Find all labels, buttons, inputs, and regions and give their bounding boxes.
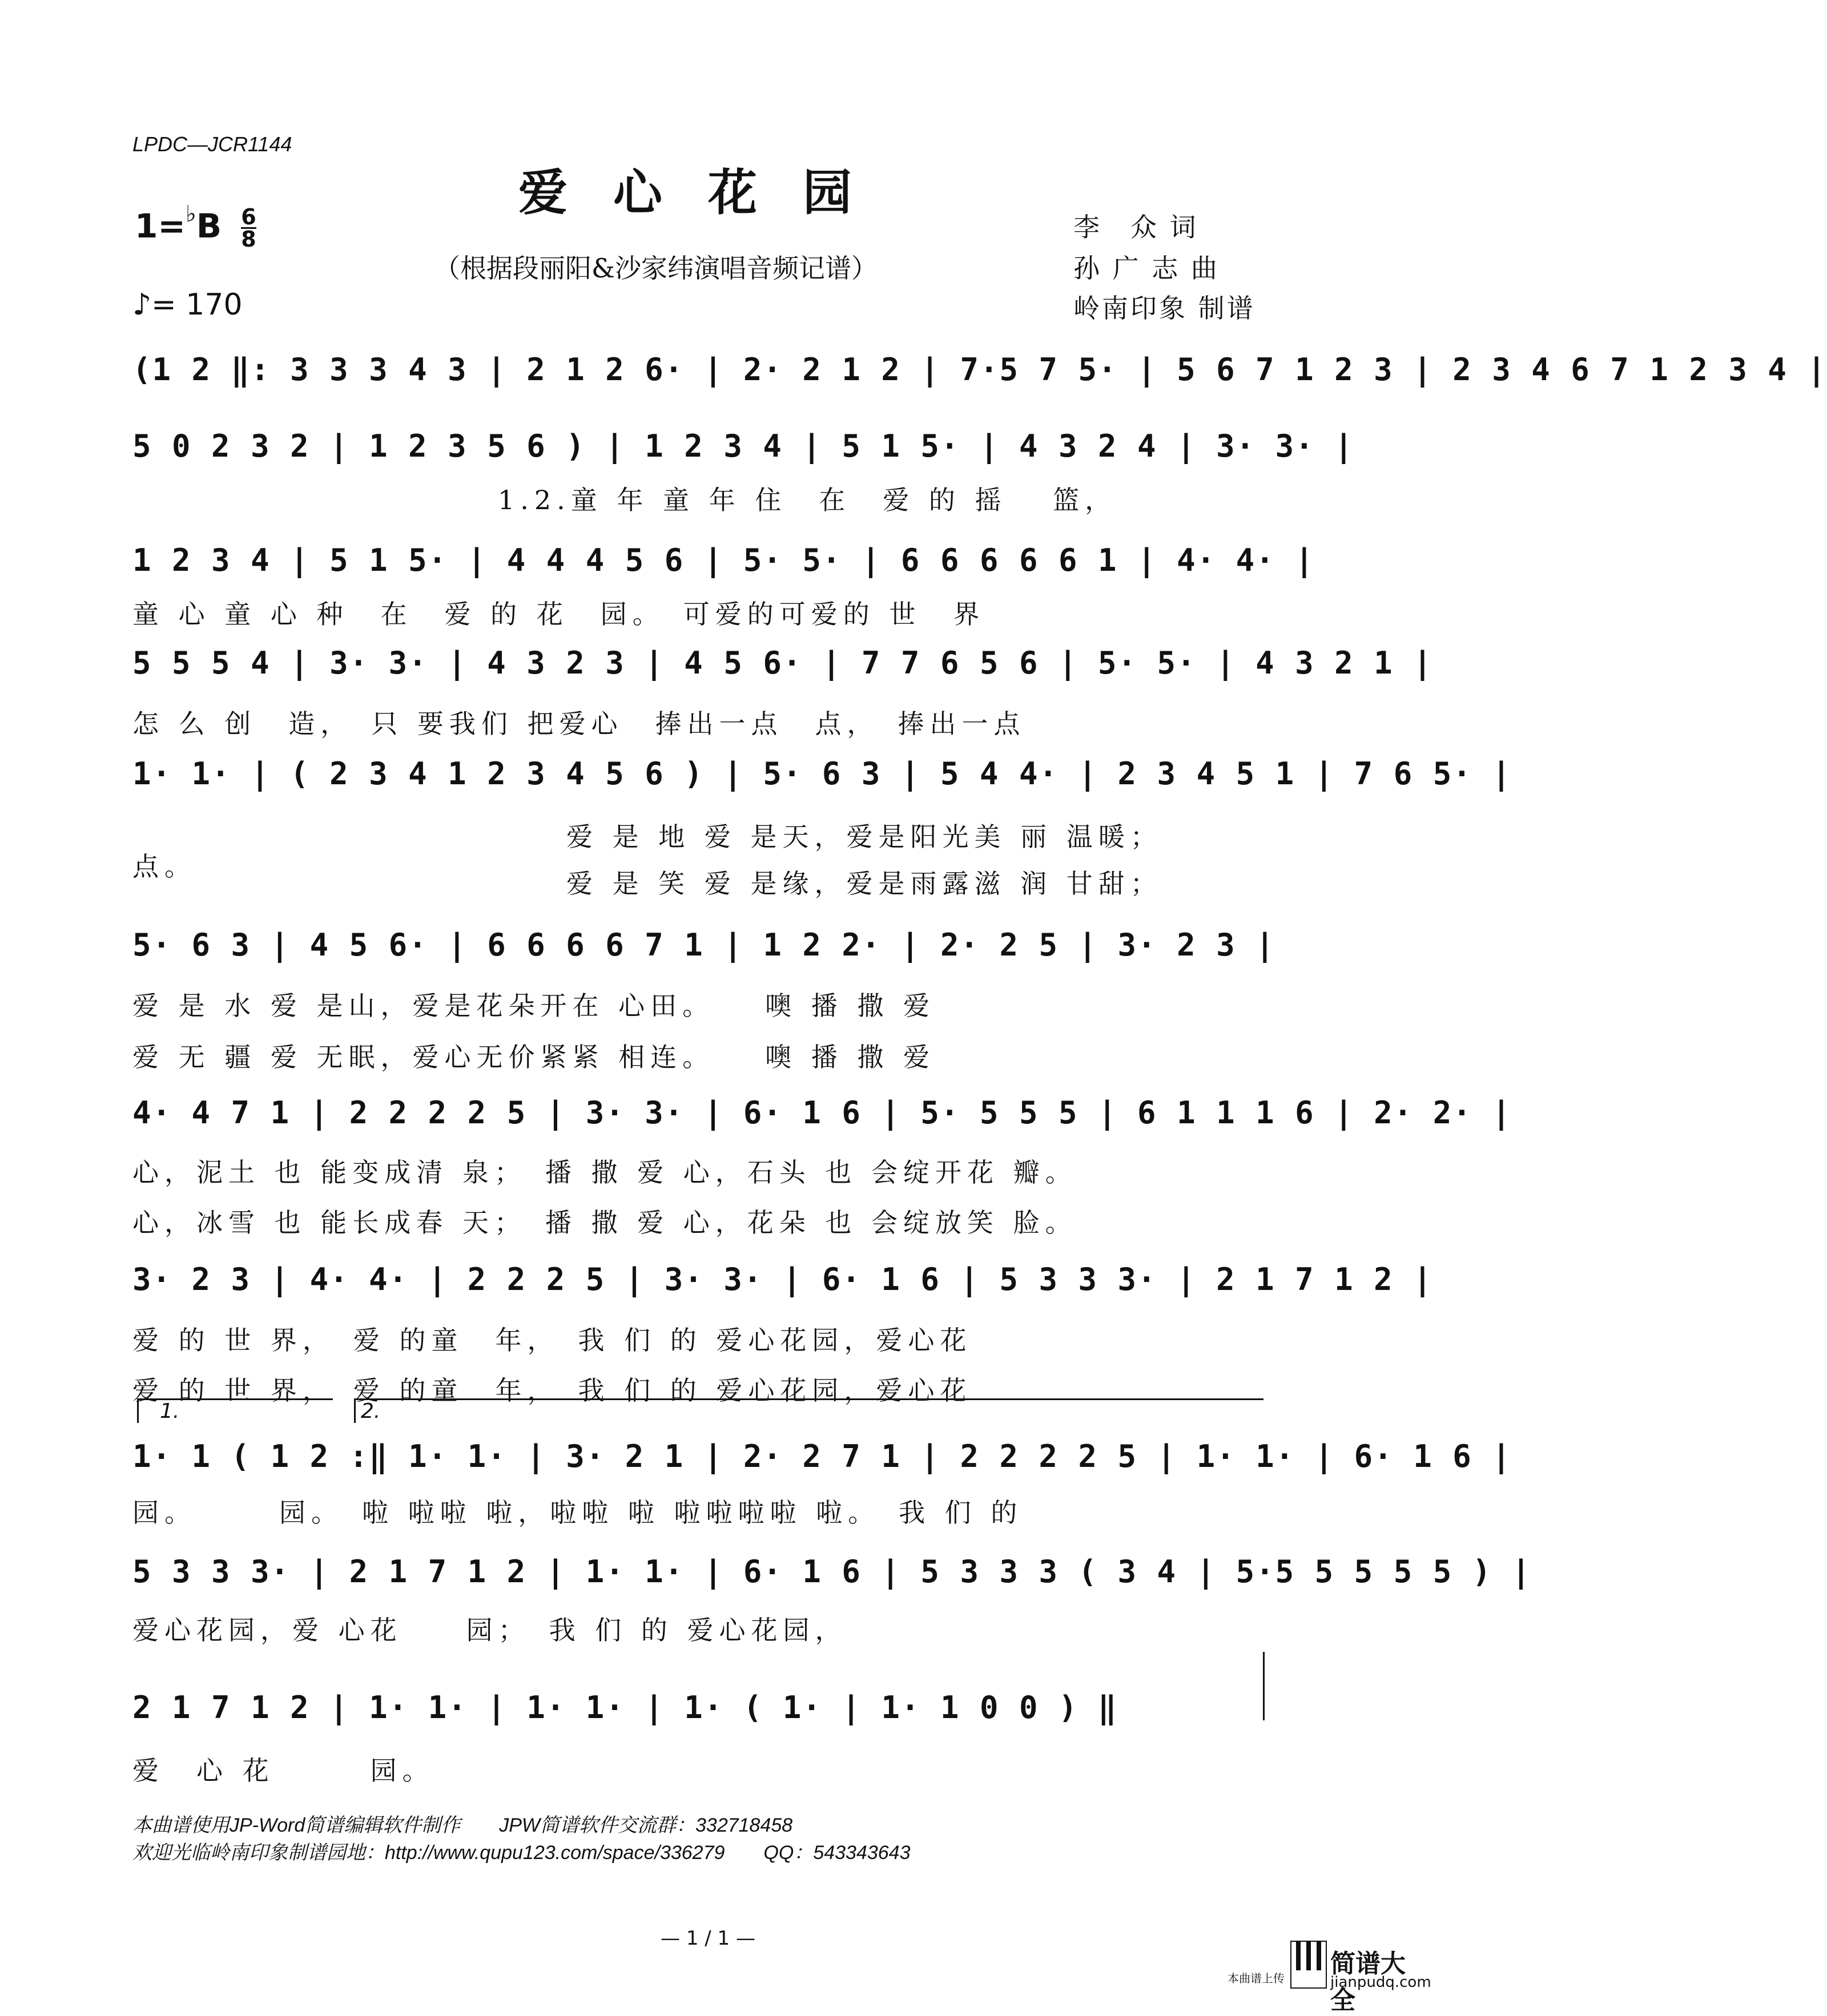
lyric-line: 童 心 童 心 种 在 爱 的 花 园。 可爱的可爱的 世 界 — [132, 599, 985, 630]
footer-website-note[interactable]: 欢迎光临岭南印象制谱园地：http://www.qupu123.com/space/336279 QQ：543343643 — [132, 1842, 911, 1864]
notation-row: 1· 1 ( 1 2 :‖ 1· 1· | 3· 2 1 | 2· 2 7 1 | 2 2 2 2 5 | 1· 1· | 6· 1 6 | — [132, 1438, 1512, 1474]
arranger-credit: 岭南印象 制谱 — [1073, 293, 1255, 324]
watermark-site-url[interactable]: jianpudq.com — [1330, 1974, 1431, 1991]
lyric-line: 园。 园。 啦 啦啦 啦，啦啦 啦 啦啦啦啦 啦。 我 们 的 — [132, 1497, 1023, 1528]
notation-row: 3· 2 3 | 4· 4· | 2 2 2 5 | 3· 3· | 6· 1 6 | 5 3 3 3· | 2 1 7 1 2 | — [132, 1261, 1433, 1297]
volta-bracket-2 — [354, 1398, 1263, 1423]
lyricist-credit: 李 众 词 — [1073, 212, 1198, 243]
piano-keys-icon — [1290, 1941, 1327, 1989]
page-number: — 1 / 1 — — [661, 1927, 755, 1950]
lyric-line-verse2: 爱 是 笑 爱 是缘，爱是雨露滋 润 甘甜； — [566, 868, 1162, 899]
score-code: LPDC—JCR1144 — [132, 132, 292, 156]
lyric-line: 怎 么 创 造， 只 要我们 把爱心 捧出一点 点， 捧出一点 — [132, 708, 1026, 739]
notation-row: 1· 1· | ( 2 3 4 1 2 3 4 5 6 ) | 5· 6 3 | 5 4 4· | 2 3 4 5 1 | 7 6 5· | — [132, 756, 1512, 792]
key-note: B — [196, 207, 222, 245]
lyric-line-verse2: 心，冰雪 也 能长成春 天； 播 撒 爱 心，花朵 也 会绽放笑 脸。 — [132, 1207, 1077, 1238]
lyric-line-verse1: 爱 是 地 爱 是天，爱是阳光美 丽 温暖； — [566, 821, 1162, 852]
lyric-line-verse1: 爱 的 世 界， 爱 的童 年， 我 们 的 爱心花园，爱心花 — [132, 1325, 972, 1356]
lyric-line: 爱心花园，爱 心花 园； 我 们 的 爱心花园， — [132, 1615, 847, 1646]
lyric-line: 爱 心 花 园。 — [132, 1755, 434, 1786]
tempo-mark: ♪= 170 — [132, 288, 243, 322]
volta-number-2: 2. — [361, 1400, 381, 1423]
site-watermark[interactable] — [1228, 1941, 1431, 2015]
notation-row: (1 2 ‖: 3 3 3 4 3 | 2 1 2 6· | 2· 2 1 2 | 7·5 7 5· | 5 6 7 1 2 3 | 2 3 4 6 7 1 2 3 4 | — [132, 352, 1827, 388]
meter-bottom: 8 — [241, 227, 256, 252]
key-signature — [135, 201, 256, 252]
watermark-upload-note: 本曲谱上传 — [1228, 1971, 1285, 1985]
page-title: 爱心花园 — [518, 164, 898, 221]
notation-row: 2 1 7 1 2 | 1· 1· | 1· 1· | 1· ( 1· | 1· 1 0 0 ) ‖ — [132, 1690, 1118, 1725]
notation-row: 4· 4 7 1 | 2 2 2 2 5 | 3· 3· | 6· 1 6 | 5· 5 5 5 | 6 1 1 1 6 | 2· 2· | — [132, 1095, 1512, 1131]
notation-row: 1 2 3 4 | 5 1 5· | 4 4 4 5 6 | 5· 5· | 6 6 6 6 6 1 | 4· 4· | — [132, 542, 1315, 578]
key-label: 1= — [135, 207, 186, 245]
notation-row: 5 3 3 3· | 2 1 7 1 2 | 1· 1· | 6· 1 6 | 5 3 3 3 ( 3 4 | 5·5 5 5 5 5 ) | — [132, 1554, 1532, 1590]
lyric-line-verse1: 爱 是 水 爱 是山，爱是花朵开在 心田。 噢 播 撒 爱 — [132, 990, 935, 1021]
lyric-line-verse1: 心，泥土 也 能变成清 泉； 播 撒 爱 心，石头 也 会绽开花 瓣。 — [132, 1157, 1077, 1188]
notation-row: 5 5 5 4 | 3· 3· | 4 3 2 3 | 4 5 6· | 7 7 6 5 6 | 5· 5· | 4 3 2 1 | — [132, 645, 1433, 681]
composer-credit: 孙 广 志 曲 — [1073, 253, 1220, 284]
footer-software-note: 本曲谱使用JP-Word简谱编辑软件制作 JPW简谱软件交流群：332718458 — [132, 1815, 793, 1836]
lyric-line: 点。 — [132, 851, 196, 882]
meter-top: 6 — [241, 204, 256, 230]
volta-number-1: 1. — [160, 1400, 180, 1423]
lyric-line: 1.2.童 年 童 年 住 在 爱 的 摇 篮， — [498, 485, 1117, 515]
lyric-line-verse2: 爱 的 世 界， 爱 的童 年， 我 们 的 爱心花园，爱心花 — [132, 1375, 972, 1406]
source-note: （根据段丽阳&沙家纬演唱音频记谱） — [434, 253, 878, 284]
flat-sign: ♭ — [185, 201, 196, 227]
watermark-site-name: 简谱大全 — [1330, 1949, 1406, 2015]
lyric-line-verse2: 爱 无 疆 爱 无眠，爱心无价紧紧 相连。 噢 播 撒 爱 — [132, 1042, 935, 1072]
notation-row: 5 0 2 3 2 | 1 2 3 5 6 ) | 1 2 3 4 | 5 1 5· | 4 3 2 4 | 3· 3· | — [132, 428, 1354, 464]
time-signature — [241, 204, 256, 252]
notation-row: 5· 6 3 | 4 5 6· | 6 6 6 6 7 1 | 1 2 2· | 2· 2 5 | 3· 2 3 | — [132, 927, 1275, 963]
